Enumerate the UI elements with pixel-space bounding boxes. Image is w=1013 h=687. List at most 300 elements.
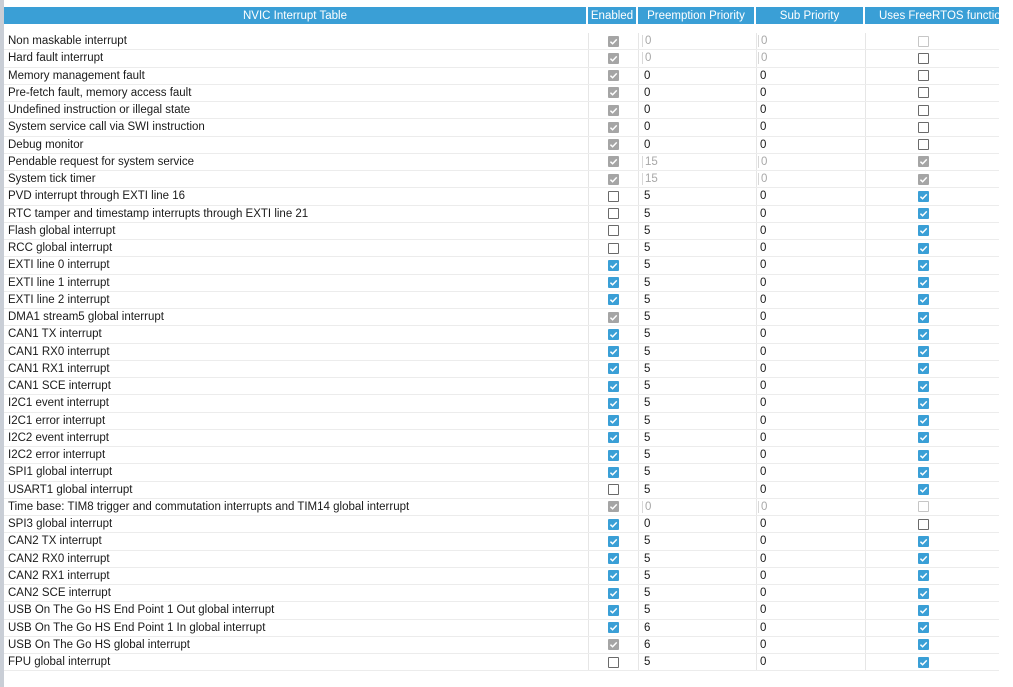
preemption-priority-cell[interactable]	[638, 171, 756, 187]
table-row[interactable]	[4, 533, 999, 550]
enabled-cell	[588, 119, 638, 135]
interrupt-name	[4, 50, 588, 66]
sub-priority-value[interactable]: 0	[760, 224, 767, 237]
interrupt-name	[4, 361, 588, 377]
preemption-priority-value[interactable]: 5	[644, 259, 651, 272]
sub-priority-value[interactable]: 0	[760, 518, 767, 531]
preemption-priority-cell[interactable]	[638, 395, 756, 411]
table-row[interactable]	[4, 85, 999, 102]
table-row[interactable]	[4, 257, 999, 274]
uses-freertos-cell	[865, 85, 999, 101]
uses-freertos-checkbox	[918, 501, 929, 512]
table-row[interactable]	[4, 137, 999, 154]
uses-freertos-checkbox[interactable]	[918, 639, 929, 650]
table-row[interactable]	[4, 430, 999, 447]
preemption-priority-cell[interactable]	[638, 602, 756, 618]
table-row[interactable]	[4, 602, 999, 619]
sub-priority-cell[interactable]	[756, 637, 865, 653]
interrupt-name-label: Memory management fault	[8, 69, 145, 82]
preemption-priority-cell[interactable]	[638, 68, 756, 84]
uses-freertos-checkbox[interactable]	[918, 277, 929, 288]
uses-freertos-checkbox[interactable]	[918, 312, 929, 323]
enabled-checkbox[interactable]	[608, 519, 619, 530]
enabled-checkbox[interactable]	[608, 191, 619, 202]
interrupt-name-label: USB On The Go HS global interrupt	[8, 638, 190, 651]
table-row[interactable]	[4, 326, 999, 343]
interrupt-name-label: Undefined instruction or illegal state	[8, 104, 191, 117]
preemption-priority-cell[interactable]	[638, 344, 756, 360]
enabled-checkbox[interactable]	[608, 329, 619, 340]
preemption-priority-value[interactable]: 5	[644, 449, 651, 462]
enabled-cell	[588, 102, 638, 118]
sub-priority-cell[interactable]	[756, 482, 865, 498]
interrupt-name	[4, 240, 588, 256]
uses-freertos-checkbox[interactable]	[918, 484, 929, 495]
uses-freertos-checkbox[interactable]	[918, 122, 929, 133]
sub-priority-value[interactable]: 0	[760, 587, 767, 600]
interrupt-name-label: PVD interrupt through EXTI line 16	[8, 190, 186, 203]
preemption-priority-cell[interactable]	[638, 568, 756, 584]
preemption-priority-cell[interactable]	[638, 119, 756, 135]
preemption-priority-value[interactable]: 0	[644, 138, 651, 151]
uses-freertos-checkbox[interactable]	[918, 622, 929, 633]
preemption-priority-cell[interactable]	[638, 620, 756, 636]
uses-freertos-cell	[865, 102, 999, 118]
preemption-priority-value[interactable]: 5	[644, 242, 651, 255]
enabled-checkbox[interactable]	[608, 553, 619, 564]
preemption-priority-cell[interactable]	[638, 533, 756, 549]
sub-priority-value[interactable]: 0	[760, 276, 767, 289]
preemption-priority-cell[interactable]	[638, 275, 756, 291]
uses-freertos-cell	[865, 240, 999, 256]
uses-freertos-checkbox[interactable]	[918, 329, 929, 340]
table-row[interactable]	[4, 206, 999, 223]
uses-freertos-checkbox[interactable]	[918, 191, 929, 202]
uses-freertos-cell	[865, 154, 999, 170]
preemption-priority-cell[interactable]	[638, 206, 756, 222]
sub-priority-cell[interactable]	[756, 257, 865, 273]
enabled-cell	[588, 637, 638, 653]
preemption-priority-cell[interactable]	[638, 378, 756, 394]
sub-priority-cell[interactable]	[756, 344, 865, 360]
uses-freertos-checkbox[interactable]	[918, 415, 929, 426]
table-row[interactable]	[4, 516, 999, 533]
uses-freertos-checkbox[interactable]	[918, 536, 929, 547]
preemption-priority-value[interactable]: 5	[644, 276, 651, 289]
preemption-priority-cell[interactable]	[638, 430, 756, 446]
sub-priority-cell[interactable]	[756, 206, 865, 222]
sub-priority-cell[interactable]	[756, 326, 865, 342]
sub-priority-value: 0	[758, 156, 767, 168]
sub-priority-value[interactable]: 0	[760, 362, 767, 375]
preemption-priority-cell[interactable]	[638, 654, 756, 670]
enabled-cell	[588, 654, 638, 670]
preemption-priority-cell[interactable]	[638, 188, 756, 204]
interrupt-name-label: Pre-fetch fault, memory access fault	[8, 86, 192, 99]
table-row[interactable]	[4, 33, 999, 50]
enabled-checkbox[interactable]	[608, 260, 619, 271]
interrupt-name-label: System tick timer	[8, 173, 96, 186]
uses-freertos-checkbox[interactable]	[918, 208, 929, 219]
sub-priority-cell[interactable]	[756, 188, 865, 204]
uses-freertos-checkbox[interactable]	[918, 450, 929, 461]
table-row[interactable]	[4, 482, 999, 499]
table-row[interactable]	[4, 171, 999, 188]
uses-freertos-checkbox[interactable]	[918, 432, 929, 443]
enabled-checkbox[interactable]	[608, 363, 619, 374]
sub-priority-value[interactable]: 0	[760, 190, 767, 203]
sub-priority-value[interactable]: 0	[760, 656, 767, 669]
sub-priority-value[interactable]: 0	[760, 380, 767, 393]
preemption-priority-cell[interactable]	[638, 240, 756, 256]
sub-priority-value[interactable]: 0	[760, 638, 767, 651]
uses-freertos-checkbox[interactable]	[918, 105, 929, 116]
sub-priority-cell[interactable]	[756, 430, 865, 446]
uses-freertos-checkbox[interactable]	[918, 398, 929, 409]
preemption-priority-cell[interactable]	[638, 309, 756, 325]
interrupt-name-label: I2C1 event interrupt	[8, 397, 110, 410]
preemption-priority-value[interactable]: 5	[644, 604, 651, 617]
enabled-checkbox[interactable]	[608, 346, 619, 357]
sub-priority-value[interactable]: 0	[760, 311, 767, 324]
preemption-priority-cell[interactable]	[638, 464, 756, 480]
uses-freertos-cell	[865, 378, 999, 394]
table-row[interactable]	[4, 378, 999, 395]
preemption-priority-value[interactable]: 5	[644, 380, 651, 393]
interrupt-name-label: EXTI line 0 interrupt	[8, 259, 110, 272]
interrupt-name-label: USART1 global interrupt	[8, 483, 133, 496]
uses-freertos-checkbox[interactable]	[918, 346, 929, 357]
sub-priority-cell[interactable]	[756, 447, 865, 463]
sub-priority-value[interactable]: 0	[760, 242, 767, 255]
preemption-priority-value[interactable]: 6	[644, 638, 651, 651]
sub-priority-value[interactable]: 0	[760, 604, 767, 617]
enabled-checkbox[interactable]	[608, 570, 619, 581]
sub-priority-cell[interactable]	[756, 85, 865, 101]
uses-freertos-checkbox	[918, 36, 929, 47]
uses-freertos-checkbox[interactable]	[918, 139, 929, 150]
preemption-priority-value[interactable]: 0	[644, 104, 651, 117]
interrupt-name	[4, 326, 588, 342]
sub-priority-value[interactable]: 0	[760, 345, 767, 358]
sub-priority-cell[interactable]	[756, 240, 865, 256]
preemption-priority-cell[interactable]	[638, 50, 756, 66]
enabled-cell	[588, 33, 638, 49]
preemption-priority-cell[interactable]	[638, 551, 756, 567]
sub-priority-value[interactable]: 0	[760, 535, 767, 548]
preemption-priority-value[interactable]: 5	[644, 311, 651, 324]
uses-freertos-checkbox[interactable]	[918, 381, 929, 392]
preemption-priority-value[interactable]: 5	[644, 535, 651, 548]
sub-priority-value[interactable]: 0	[760, 397, 767, 410]
interrupt-name	[4, 154, 588, 170]
table-row[interactable]	[4, 413, 999, 430]
table-row[interactable]	[4, 240, 999, 257]
sub-priority-value[interactable]: 0	[760, 328, 767, 341]
table-row[interactable]	[4, 447, 999, 464]
sub-priority-cell[interactable]	[756, 551, 865, 567]
sub-priority-cell[interactable]	[756, 568, 865, 584]
preemption-priority-cell[interactable]	[638, 137, 756, 153]
table-row[interactable]	[4, 154, 999, 171]
table-row[interactable]	[4, 223, 999, 240]
sub-priority-cell[interactable]	[756, 395, 865, 411]
interrupt-name-label: Non maskable interrupt	[8, 35, 127, 48]
sub-priority-value[interactable]: 0	[760, 207, 767, 220]
preemption-priority-cell[interactable]	[638, 102, 756, 118]
interrupt-name-label: USB On The Go HS End Point 1 Out global interrupt	[8, 604, 275, 617]
enabled-checkbox[interactable]	[608, 536, 619, 547]
table-row[interactable]	[4, 654, 999, 671]
table-row[interactable]	[4, 102, 999, 119]
uses-freertos-cell	[865, 275, 999, 291]
sub-priority-value[interactable]: 0	[760, 449, 767, 462]
sub-priority-cell[interactable]	[756, 464, 865, 480]
sub-priority-cell[interactable]	[756, 275, 865, 291]
preemption-priority-value[interactable]: 0	[644, 121, 651, 134]
uses-freertos-checkbox[interactable]	[918, 70, 929, 81]
preemption-priority-cell[interactable]	[638, 154, 756, 170]
column-header-uses-freertos[interactable]: Uses FreeRTOS functions	[865, 7, 999, 24]
sub-priority-value[interactable]: 0	[760, 86, 767, 99]
table-row[interactable]	[4, 119, 999, 136]
sub-priority-value[interactable]: 0	[760, 431, 767, 444]
preemption-priority-value[interactable]: 5	[644, 207, 651, 220]
sub-priority-value[interactable]: 0	[760, 621, 767, 634]
interrupt-name	[4, 482, 588, 498]
sub-priority-cell[interactable]	[756, 499, 865, 515]
sub-priority-value[interactable]: 0	[760, 138, 767, 151]
enabled-cell	[588, 516, 638, 532]
preemption-priority-value[interactable]: 5	[644, 431, 651, 444]
uses-freertos-checkbox[interactable]	[918, 87, 929, 98]
uses-freertos-checkbox[interactable]	[918, 260, 929, 271]
table-row[interactable]	[4, 292, 999, 309]
sub-priority-cell[interactable]	[756, 292, 865, 308]
uses-freertos-checkbox[interactable]	[918, 243, 929, 254]
enabled-checkbox[interactable]	[608, 657, 619, 668]
enabled-checkbox	[608, 312, 619, 323]
sub-priority-cell[interactable]	[756, 154, 865, 170]
interrupt-name-label: EXTI line 2 interrupt	[8, 293, 110, 306]
preemption-priority-value[interactable]: 5	[644, 397, 651, 410]
preemption-priority-value[interactable]: 0	[644, 86, 651, 99]
enabled-cell	[588, 413, 638, 429]
table-row[interactable]	[4, 637, 999, 654]
table-body	[4, 33, 999, 671]
enabled-checkbox[interactable]	[608, 467, 619, 478]
table-row[interactable]	[4, 361, 999, 378]
uses-freertos-cell	[865, 585, 999, 601]
preemption-priority-cell[interactable]	[638, 361, 756, 377]
uses-freertos-checkbox[interactable]	[918, 225, 929, 236]
table-row[interactable]	[4, 464, 999, 481]
sub-priority-cell[interactable]	[756, 378, 865, 394]
preemption-priority-cell[interactable]	[638, 413, 756, 429]
preemption-priority-cell[interactable]	[638, 516, 756, 532]
uses-freertos-checkbox[interactable]	[918, 294, 929, 305]
preemption-priority-value[interactable]: 5	[644, 483, 651, 496]
sub-priority-cell[interactable]	[756, 620, 865, 636]
sub-priority-cell[interactable]	[756, 102, 865, 118]
table-row[interactable]	[4, 568, 999, 585]
table-row[interactable]	[4, 50, 999, 67]
table-row[interactable]	[4, 309, 999, 326]
table-row[interactable]	[4, 68, 999, 85]
interrupt-name	[4, 447, 588, 463]
enabled-checkbox	[608, 70, 619, 81]
interrupt-name-label: Time base: TIM8 trigger and commutation interrupts and TIM14 global interrupt	[8, 500, 410, 513]
preemption-priority-value[interactable]: 0	[644, 518, 651, 531]
sub-priority-cell[interactable]	[756, 137, 865, 153]
uses-freertos-checkbox[interactable]	[918, 363, 929, 374]
table-row[interactable]	[4, 395, 999, 412]
enabled-checkbox[interactable]	[608, 605, 619, 616]
interrupt-name-label: System service call via SWI instruction	[8, 121, 205, 134]
sub-priority-value: 0	[758, 35, 767, 47]
sub-priority-cell[interactable]	[756, 516, 865, 532]
preemption-priority-value[interactable]: 5	[644, 569, 651, 582]
column-header-name[interactable]: NVIC Interrupt Table	[4, 7, 588, 24]
sub-priority-value[interactable]: 0	[760, 466, 767, 479]
enabled-checkbox[interactable]	[608, 208, 619, 219]
uses-freertos-cell	[865, 551, 999, 567]
enabled-checkbox[interactable]	[608, 225, 619, 236]
preemption-priority-value[interactable]: 5	[644, 466, 651, 479]
preemption-priority-cell[interactable]	[638, 585, 756, 601]
enabled-checkbox[interactable]	[608, 381, 619, 392]
uses-freertos-checkbox[interactable]	[918, 53, 929, 64]
enabled-checkbox[interactable]	[608, 432, 619, 443]
preemption-priority-value[interactable]: 5	[644, 345, 651, 358]
sub-priority-value[interactable]: 0	[760, 293, 767, 306]
enabled-cell	[588, 464, 638, 480]
enabled-checkbox[interactable]	[608, 294, 619, 305]
uses-freertos-checkbox[interactable]	[918, 657, 929, 668]
sub-priority-cell[interactable]	[756, 533, 865, 549]
preemption-priority-cell[interactable]	[638, 499, 756, 515]
sub-priority-cell[interactable]	[756, 309, 865, 325]
sub-priority-value[interactable]: 0	[760, 414, 767, 427]
uses-freertos-checkbox[interactable]	[918, 570, 929, 581]
uses-freertos-cell	[865, 516, 999, 532]
sub-priority-cell[interactable]	[756, 68, 865, 84]
preemption-priority-value[interactable]: 5	[644, 293, 651, 306]
table-row[interactable]	[4, 275, 999, 292]
preemption-priority-cell[interactable]	[638, 257, 756, 273]
uses-freertos-cell	[865, 33, 999, 49]
sub-priority-value[interactable]: 0	[760, 69, 767, 82]
table-row[interactable]	[4, 344, 999, 361]
sub-priority-cell[interactable]	[756, 50, 865, 66]
interrupt-name	[4, 464, 588, 480]
enabled-checkbox[interactable]	[608, 622, 619, 633]
sub-priority-cell[interactable]	[756, 413, 865, 429]
preemption-priority-cell[interactable]	[638, 33, 756, 49]
interrupt-name-label: CAN2 TX interrupt	[8, 535, 102, 548]
sub-priority-value[interactable]: 0	[760, 121, 767, 134]
preemption-priority-value[interactable]: 5	[644, 414, 651, 427]
uses-freertos-checkbox[interactable]	[918, 519, 929, 530]
sub-priority-cell[interactable]	[756, 171, 865, 187]
enabled-checkbox	[608, 87, 619, 98]
enabled-cell	[588, 395, 638, 411]
sub-priority-value[interactable]: 0	[760, 483, 767, 496]
preemption-priority-value[interactable]: 6	[644, 621, 651, 634]
sub-priority-value[interactable]: 0	[760, 552, 767, 565]
uses-freertos-checkbox	[918, 156, 929, 167]
preemption-priority-value[interactable]: 5	[644, 328, 651, 341]
uses-freertos-cell	[865, 464, 999, 480]
sub-priority-cell[interactable]	[756, 602, 865, 618]
enabled-checkbox[interactable]	[608, 588, 619, 599]
sub-priority-cell[interactable]	[756, 223, 865, 239]
interrupt-name-label: CAN1 TX interrupt	[8, 328, 102, 341]
preemption-priority-value[interactable]: 5	[644, 552, 651, 565]
enabled-checkbox[interactable]	[608, 243, 619, 254]
preemption-priority-value[interactable]: 5	[644, 190, 651, 203]
sub-priority-cell[interactable]	[756, 361, 865, 377]
column-header-enabled[interactable]: Enabled	[588, 7, 638, 24]
column-header-sub-priority[interactable]: Sub Priority	[756, 7, 865, 24]
table-row[interactable]	[4, 551, 999, 568]
uses-freertos-checkbox[interactable]	[918, 553, 929, 564]
sub-priority-cell[interactable]	[756, 33, 865, 49]
preemption-priority-value[interactable]: 5	[644, 587, 651, 600]
preemption-priority-cell[interactable]	[638, 447, 756, 463]
enabled-cell	[588, 499, 638, 515]
preemption-priority-cell[interactable]	[638, 326, 756, 342]
preemption-priority-value: 15	[642, 156, 658, 168]
enabled-cell	[588, 309, 638, 325]
interrupt-name-label: SPI1 global interrupt	[8, 466, 113, 479]
enabled-checkbox[interactable]	[608, 450, 619, 461]
interrupt-name	[4, 292, 588, 308]
uses-freertos-checkbox[interactable]	[918, 605, 929, 616]
uses-freertos-checkbox[interactable]	[918, 467, 929, 478]
sub-priority-cell[interactable]	[756, 119, 865, 135]
interrupt-name-label: CAN2 RX0 interrupt	[8, 552, 110, 565]
preemption-priority-value[interactable]: 0	[644, 69, 651, 82]
interrupt-name	[4, 620, 588, 636]
table-row[interactable]	[4, 188, 999, 205]
preemption-priority-cell[interactable]	[638, 637, 756, 653]
preemption-priority-cell[interactable]	[638, 223, 756, 239]
table-row[interactable]	[4, 585, 999, 602]
sub-priority-cell[interactable]	[756, 585, 865, 601]
column-header-preemption-priority[interactable]: Preemption Priority	[638, 7, 756, 24]
uses-freertos-checkbox[interactable]	[918, 588, 929, 599]
table-row[interactable]	[4, 499, 999, 516]
sub-priority-value[interactable]: 0	[760, 259, 767, 272]
preemption-priority-value[interactable]: 5	[644, 224, 651, 237]
preemption-priority-value[interactable]: 5	[644, 656, 651, 669]
enabled-checkbox[interactable]	[608, 484, 619, 495]
enabled-cell	[588, 257, 638, 273]
preemption-priority-cell[interactable]	[638, 482, 756, 498]
enabled-checkbox[interactable]	[608, 398, 619, 409]
enabled-checkbox[interactable]	[608, 415, 619, 426]
uses-freertos-cell	[865, 361, 999, 377]
table-row[interactable]	[4, 620, 999, 637]
sub-priority-value[interactable]: 0	[760, 104, 767, 117]
preemption-priority-cell[interactable]	[638, 292, 756, 308]
preemption-priority-cell[interactable]	[638, 85, 756, 101]
sub-priority-cell[interactable]	[756, 654, 865, 670]
sub-priority-value[interactable]: 0	[760, 569, 767, 582]
enabled-checkbox[interactable]	[608, 277, 619, 288]
preemption-priority-value[interactable]: 5	[644, 362, 651, 375]
